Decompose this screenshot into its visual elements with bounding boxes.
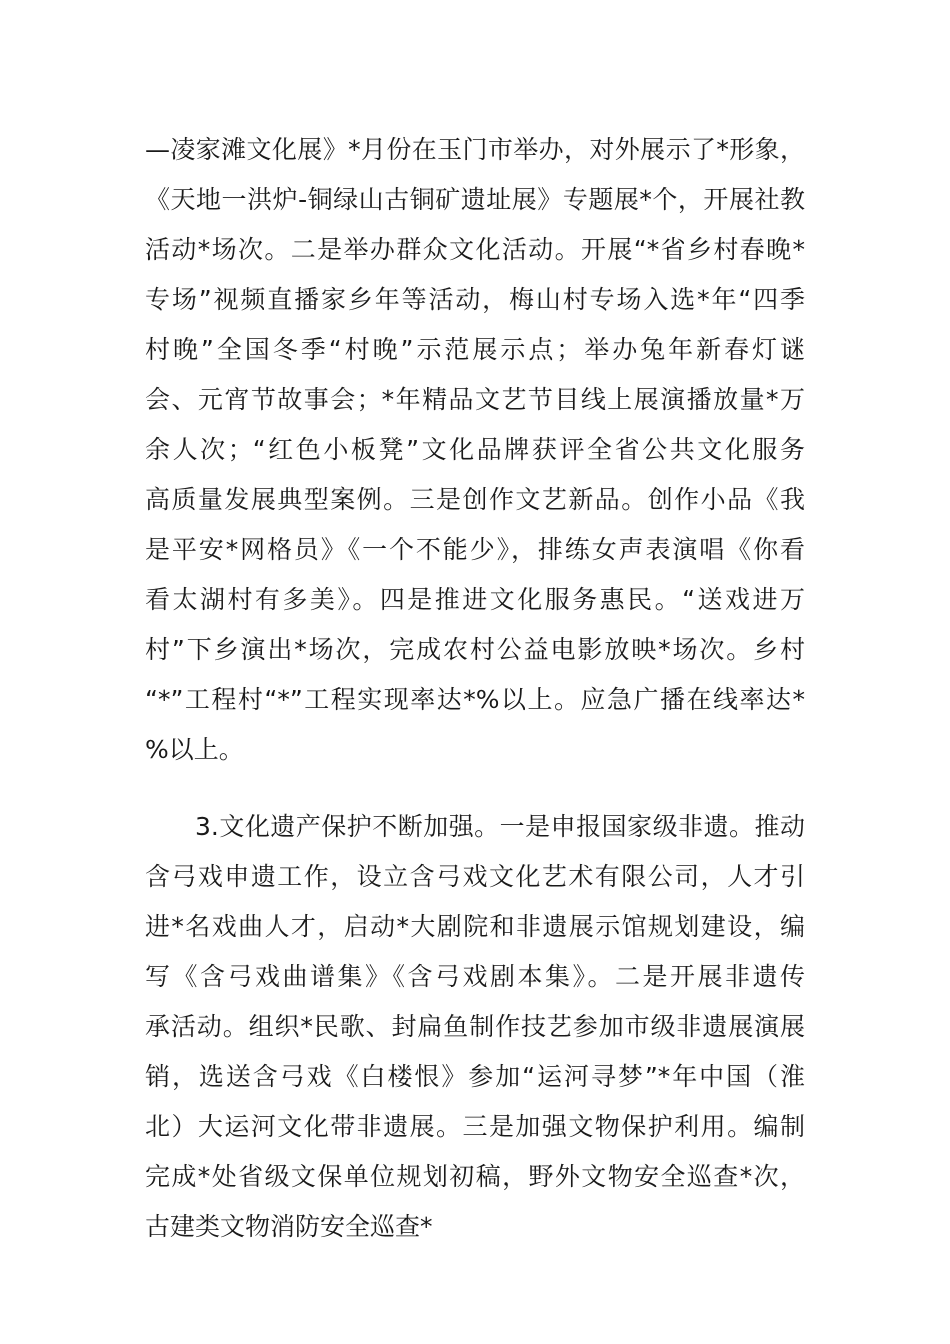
text-line-12: “*”工程村“*”工程实现率达*%以上。应急广播在线率达* bbox=[145, 685, 805, 714]
text-line-21: 完成*处省级文保单位规划初稿，野外文物安全巡查*次， bbox=[145, 1162, 805, 1191]
text-line-17: 写《含弓戏曲谱集》《含弓戏剧本集》。二是开展非遗传 bbox=[145, 962, 805, 991]
text-line-20: 北）大运河文化带非遗展。三是加强文物保护利用。编制 bbox=[145, 1112, 805, 1141]
text-line-8: 高质量发展典型案例。三是创作文艺新品。创作小品《我 bbox=[145, 485, 805, 514]
text-line-3: 活动*场次。二是举办群众文化活动。开展“*省乡村春晚* bbox=[145, 235, 805, 264]
text-line-9: 是平安*网格员》《一个不能少》，排练女声表演唱《你看 bbox=[145, 535, 805, 564]
text-line-18: 承活动。组织*民歌、封扁鱼制作技艺参加市级非遗展演展 bbox=[145, 1012, 805, 1041]
text-line-10: 看太湖村有多美》。四是推进文化服务惠民。“送戏进万 bbox=[145, 585, 805, 614]
text-line-2: 《天地一洪炉-铜绿山古铜矿遗址展》专题展*个，开展社教 bbox=[145, 185, 805, 214]
text-line-6: 会、元宵节故事会；*年精品文艺节目线上展演播放量*万 bbox=[145, 385, 805, 414]
paragraph-heading-line: 3.文化遗产保护不断加强。一是申报国家级非遗。推动 bbox=[195, 812, 805, 841]
text-line-1: —凌家滩文化展》*月份在玉门市举办，对外展示了*形象， bbox=[145, 135, 805, 164]
text-line-4: 专场”视频直播家乡年等活动，梅山村专场入选*年“四季 bbox=[145, 285, 805, 314]
text-line-13: %以上。 bbox=[145, 735, 244, 764]
text-line-16: 进*名戏曲人才，启动*大剧院和非遗展示馆规划建设，编 bbox=[145, 912, 805, 941]
text-line-19: 销，选送含弓戏《白楼恨》参加“运河寻梦”*年中国（淮 bbox=[145, 1062, 805, 1091]
text-line-15: 含弓戏申遗工作，设立含弓戏文化艺术有限公司，人才引 bbox=[145, 862, 805, 891]
text-line-5: 村晚”全国冬季“村晚”示范展示点；举办兔年新春灯谜 bbox=[145, 335, 805, 364]
text-line-7: 余人次；“红色小板凳”文化品牌获评全省公共文化服务 bbox=[145, 435, 805, 464]
text-line-11: 村”下乡演出*场次，完成农村公益电影放映*场次。乡村 bbox=[145, 635, 805, 664]
text-line-22: 古建类文物消防安全巡查* bbox=[145, 1212, 433, 1241]
